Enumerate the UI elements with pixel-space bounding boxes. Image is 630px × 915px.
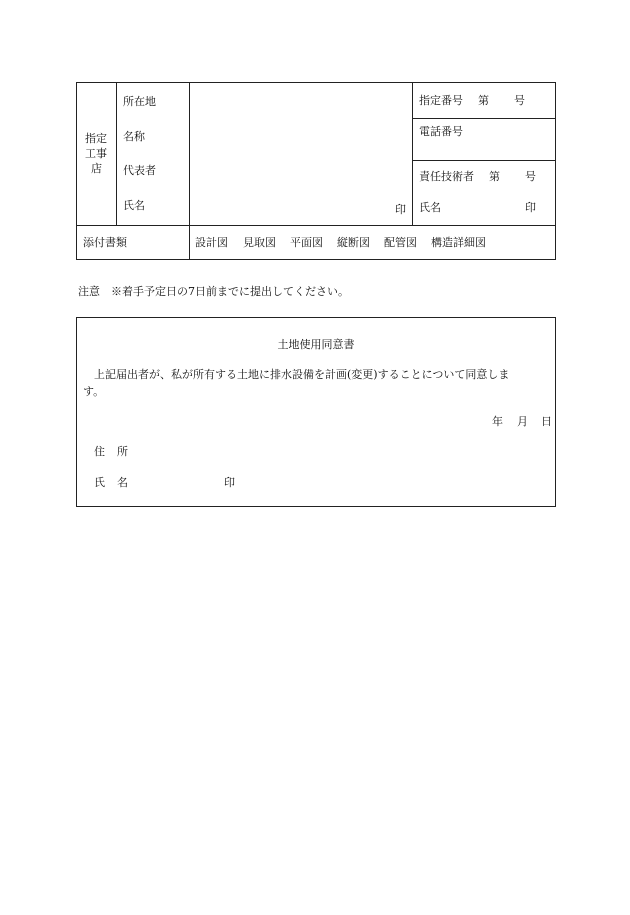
attachment-item: 配管図 [384,236,417,249]
contractor-group-label-line3: 店 [91,162,102,175]
phone-number-label: 電話番号 [419,125,463,138]
name-label-b: 名 [117,476,128,489]
consent-body-line2: す。 [83,385,105,398]
contractor-group-label-line1: 指定 [85,132,107,145]
consent-body-line1: 上記届出者が、私が所有する土地に排水設備を計画(変更)することについて同意しま [94,368,510,381]
engineer-go: 号 [525,170,536,183]
name-label-a: 氏 [94,476,105,489]
attachment-item: 平面図 [290,236,323,249]
table-divider [412,160,555,161]
table-divider [412,118,555,119]
date-month: 月 [517,415,528,428]
table-divider [189,83,190,260]
consent-title: 土地使用同意書 [277,338,355,351]
engineer-dai: 第 [489,170,500,183]
land-use-consent-box [76,317,556,507]
contractor-seal-mark: 印 [395,203,406,216]
responsible-engineer-label: 責任技術者 [419,170,474,183]
designation-go: 号 [514,94,525,107]
engineer-seal-mark: 印 [525,201,536,214]
field-label-person-name: 氏名 [123,199,145,212]
contractor-table [76,82,556,260]
date-day: 日 [541,415,552,428]
engineer-name-label: 氏名 [419,201,441,214]
address-label-b: 所 [117,445,128,458]
field-label-address: 所在地 [123,95,156,108]
contractor-group-label-line2: 工事 [85,147,107,160]
attachment-item: 見取図 [243,236,276,249]
table-divider [77,225,555,226]
consent-seal-mark: 印 [224,476,235,489]
designation-number-label: 指定番号 [419,94,463,107]
table-divider [412,83,413,225]
note-text: ※着手予定日の7日前までに提出してください。 [111,285,349,298]
table-divider [116,83,117,225]
attachment-item: 設計図 [195,236,228,249]
note-label: 注意 [78,285,100,298]
field-label-name: 名称 [123,130,145,143]
attachment-item: 縦断図 [337,236,370,249]
attachment-item: 構造詳細図 [431,236,486,249]
field-label-representative: 代表者 [123,164,156,177]
designation-dai: 第 [478,94,489,107]
address-label-a: 住 [94,445,105,458]
date-year: 年 [492,415,503,428]
attachments-label: 添付書類 [83,236,127,249]
